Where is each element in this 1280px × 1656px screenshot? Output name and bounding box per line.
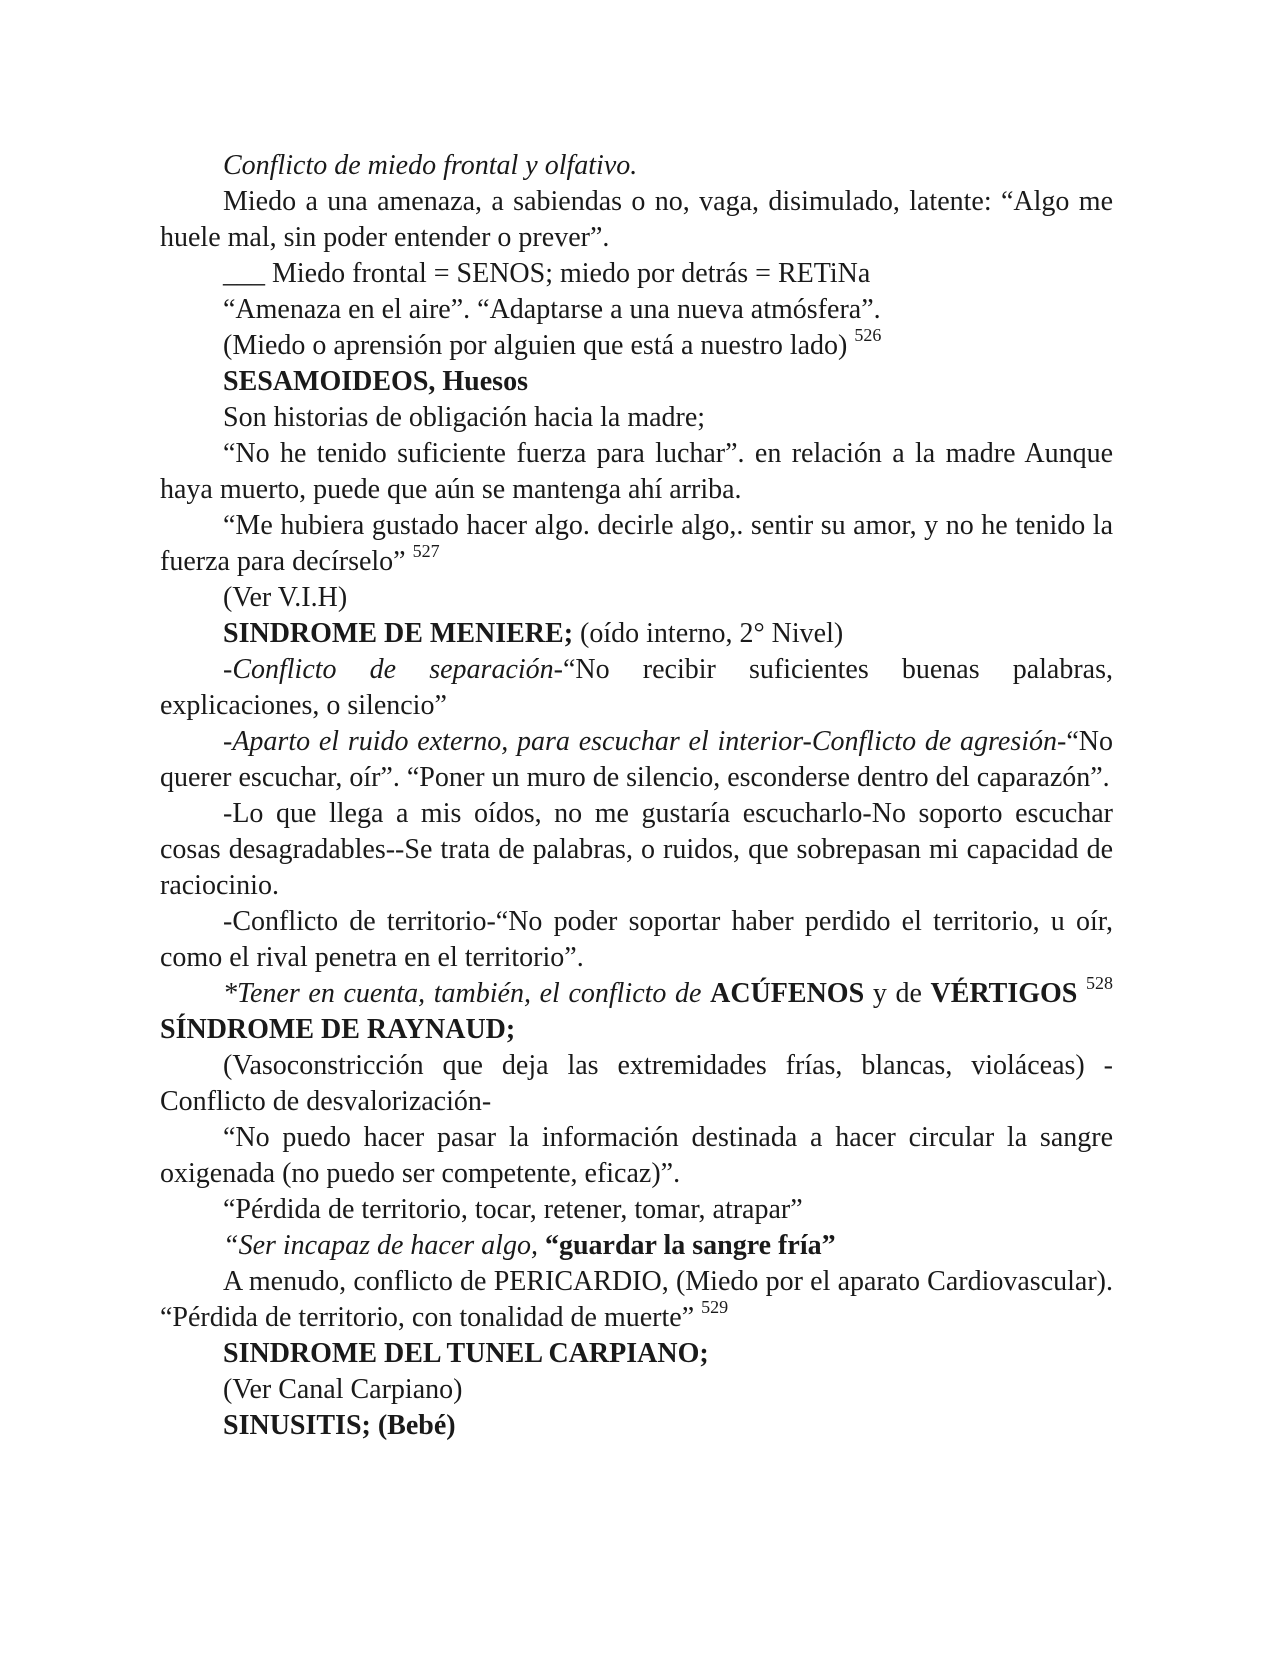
section-heading: SINDROME DE MENIERE; [223,618,574,649]
paragraph: (Ver V.I.H) [223,582,348,613]
paragraph-text: “No querer escuchar, oír”. “Poner un muro de silencio, esconderse dentro del caparazón”. [160,726,1113,793]
term-acufenos: ACÚFENOS [710,978,865,1009]
italic-subtitle: Conflicto de miedo frontal y olfativo. [223,150,638,181]
paragraph: ___ Miedo frontal = SENOS; miedo por detrás = RETiNa [223,258,871,289]
paragraph: -Conflicto de territorio-“No poder soportar haber perdido el territorio, u oír, como el rival penetra en el territorio”. [160,906,1113,973]
paragraph: “Pérdida de territorio, tocar, retener, tomar, atrapar” [223,1194,803,1225]
paragraph [160,652,1113,724]
term-vertigos: VÉRTIGOS [930,978,1078,1009]
footnote-ref: 527 [412,540,440,561]
section-heading-line [160,616,1113,652]
footnote-ref: 529 [701,1296,729,1317]
paragraph [160,1264,1113,1336]
section-heading: SESAMOIDEOS, Huesos [223,366,528,397]
paragraph [160,972,1114,1048]
italic-phrase: “Ser incapaz de hacer algo, [223,1230,538,1261]
section-heading: SINDROME DEL TUNEL CARPIANO; [223,1338,709,1369]
paragraph: “Amenaza en el aire”. “Adaptarse a una nueva atmósfera”. [223,294,881,325]
paragraph: Son historias de obligación hacia la madre; [223,402,706,433]
paragraph [160,148,1113,184]
italic-phrase: -Aparto el ruido externo, para escuchar el interior-Conflicto de agresión- [223,726,1067,757]
italic-phrase: -Conflicto de separación- [223,654,563,685]
bold-phrase: “guardar la sangre fría” [544,1230,836,1261]
footnote-ref: 528 [1086,972,1114,993]
heading-note: (oído interno, 2° Nivel) [580,618,844,649]
document-page [160,148,1113,1444]
paragraph: “No he tenido suficiente fuerza para luchar”. en relación a la madre Aunque haya muerto, puede que aún se mantenga ahí arriba. [160,438,1113,505]
paragraph: Miedo a una amenaza, a sabiendas o no, vaga, disimulado, latente: “Algo me huele mal, sin poder entender o prever”. [160,186,1113,253]
paragraph-text: “No recibir suficientes buenas palabras, explicaciones, o silencio” [160,654,1114,721]
paragraph [160,1228,1113,1264]
paragraph-text: (Miedo o aprensión por alguien que está a nuestro lado) [223,330,848,361]
paragraph-text: y de [872,978,922,1009]
paragraph: “No puedo hacer pasar la información destinada a hacer circular la sangre oxigenada (no puedo ser competente, eficaz)”. [160,1122,1113,1189]
paragraph-text: A menudo, conflicto de PERICARDIO, (Miedo por el aparato Cardiovascular). “Pérdida de territorio, con tonalidad de muerte” [160,1266,1113,1333]
paragraph: -Lo que llega a mis oídos, no me gustaría escucharlo-No soporto escuchar cosas desagradables--Se trata de palabras, o ruidos, que sobrepasan mi capacidad de raciocinio. [160,798,1113,901]
paragraph [160,508,1113,580]
paragraph-text: “Me hubiera gustado hacer algo. decirle algo,. sentir su amor, y no he tenido la fuerza para decírselo” [160,510,1113,577]
section-heading: SÍNDROME DE RAYNAUD; [160,1014,516,1045]
paragraph [160,324,1113,364]
italic-phrase: *Tener en cuenta, también, el conflicto de [223,978,702,1009]
paragraph: (Ver Canal Carpiano) [223,1374,463,1405]
paragraph [160,724,1113,796]
footnote-ref: 526 [854,324,882,345]
section-heading: SINUSITIS; (Bebé) [223,1410,456,1441]
paragraph: (Vasoconstricción que deja las extremidades frías, blancas, violáceas) - Conflicto de desvalorización- [160,1050,1113,1117]
